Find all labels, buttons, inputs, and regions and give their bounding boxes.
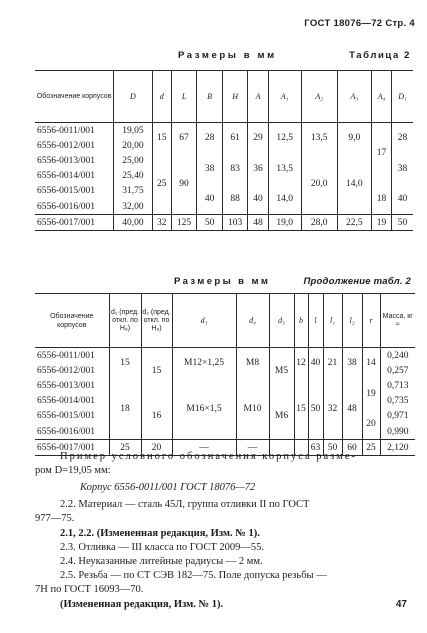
cell-D: 40,00 (114, 215, 152, 231)
table2-caption-right: Продолжение табл. 2 (303, 276, 411, 287)
col-A3: A₃ (337, 71, 371, 123)
table-row (35, 153, 413, 168)
table-row (35, 123, 413, 139)
col-A1: A₁ (268, 71, 301, 123)
cell-d: 32 (152, 215, 171, 231)
cell-d1: 18 (109, 378, 141, 439)
cell-A1: 13,5 (268, 153, 301, 183)
cell-r: 25 (362, 440, 380, 456)
col-A2: A₂ (301, 71, 337, 123)
cell-A2: 20,0 (301, 153, 337, 214)
paragraph-2-5-line-1: 2.5. Резьба — по СТ СЭВ 182—75. Поле допуска резьбы — (60, 570, 327, 581)
col-B: B (197, 71, 223, 123)
cell-d2: 16 (141, 394, 172, 440)
cell-A4: 19 (371, 215, 391, 231)
cell-D: 32,00 (114, 199, 152, 215)
cell-d4: M10 (236, 378, 269, 439)
col-d4: d₄ (236, 294, 269, 348)
paragraph-2-5-line-2: 7H по ГОСТ 16093—70. (35, 584, 144, 595)
cell-l1: 50 (323, 440, 342, 456)
col-A: A (248, 71, 268, 123)
example-line-1: Пример условного обозначения корпуса разме- (60, 451, 357, 462)
table-row (35, 378, 415, 393)
dimensions-table (35, 70, 413, 231)
cell-B: 38 (197, 153, 223, 183)
document-header: ГОСТ 18076—72 Стр. 4 (304, 18, 415, 29)
cell-B: 50 (197, 215, 223, 231)
cell-l2: 60 (342, 440, 362, 456)
amendment-note-1: 2.1, 2.2. (Измененная редакция, Изм. № 1). (60, 528, 260, 539)
table1-caption-right: Таблица 2 (349, 50, 411, 61)
cell-L: 67 (171, 123, 197, 154)
cell-D: 31,75 (114, 184, 152, 199)
paragraph-2-3: 2.3. Отливка — III класса по ГОСТ 2009—55. (60, 542, 264, 553)
cell-D1: 38 (397, 163, 408, 174)
col-r: r (362, 294, 380, 348)
table1-caption-left: Размеры в мм (178, 50, 277, 61)
cell-A4: 17 (371, 123, 391, 184)
cell-r: 14 (362, 348, 380, 379)
cell-l: 40 (308, 348, 323, 379)
col-d1: d₁ (пред. откл. по H₈) (109, 294, 141, 348)
cell-A1: 12,5 (268, 123, 301, 154)
col-D1: D₁ (398, 92, 407, 101)
cell-d4: M8 (236, 348, 269, 379)
col-D: D (114, 71, 152, 123)
cell-A1: 14,0 (268, 184, 301, 215)
table-row (35, 348, 415, 364)
cell-l: 50 (308, 378, 323, 439)
cell-mass: 0,240 (387, 350, 409, 361)
table-row (35, 215, 413, 231)
cell-D1: 40 (397, 193, 408, 204)
col-H: H (222, 71, 248, 123)
row-code: 6556-0014/001 (35, 394, 109, 409)
dimensions-table-continued (35, 293, 415, 456)
cell-A2: 28,0 (301, 215, 337, 231)
col-designation: Обозначение корпусов (35, 294, 109, 348)
col-d3: d₃ (172, 294, 236, 348)
cell-l2: 48 (342, 378, 362, 439)
cell-mass: 0,990 (387, 426, 409, 437)
cell-mass: 2,120 (387, 442, 409, 453)
cell-B: 28 (197, 123, 223, 154)
row-code: 6556-0013/001 (35, 378, 109, 393)
col-b: b (294, 294, 308, 348)
cell-r: 20 (362, 409, 380, 440)
col-L: L (171, 71, 197, 123)
cell-d3: M12×1,25 (172, 348, 236, 379)
cell-L: 125 (171, 215, 197, 231)
cell-mass: 0,713 (387, 380, 409, 391)
cell-D1: 50 (397, 217, 408, 228)
col-d2: d₂ (пред. откл. по H₈) (141, 294, 172, 348)
row-code: 6556-0014/001 (35, 169, 114, 184)
row-code: 6556-0011/001 (35, 348, 109, 364)
col-l1: l₁ (323, 294, 342, 348)
row-code: 6556-0017/001 (35, 215, 114, 231)
cell-d5: M5 (269, 348, 294, 394)
cell-H: 88 (222, 184, 248, 215)
cell-D: 25,00 (114, 153, 152, 168)
col-l: l (308, 294, 323, 348)
row-code: 6556-0015/001 (35, 184, 114, 199)
cell-A: 36 (248, 153, 268, 183)
cell-d2: 15 (141, 348, 172, 394)
cell-mass: 0,257 (387, 365, 409, 376)
cell-D: 19,05 (114, 123, 152, 139)
row-code: 6556-0012/001 (35, 138, 114, 153)
cell-A: 40 (248, 184, 268, 215)
cell-A1: 19,0 (268, 215, 301, 231)
row-code: 6556-0013/001 (35, 153, 114, 168)
cell-A: 29 (248, 123, 268, 154)
row-code: 6556-0016/001 (35, 199, 114, 215)
cell-A3: 14,0 (337, 153, 371, 214)
col-A4: A₄ (371, 71, 391, 123)
cell-mass: 0,971 (387, 411, 409, 422)
amendment-note-2: (Измененная редакция, Изм. № 1). (60, 599, 224, 610)
col-mass: Масса, кг ≈ (382, 312, 413, 328)
cell-H: 61 (222, 123, 248, 154)
cell-B: 40 (197, 184, 223, 215)
cell-A3: 9,0 (337, 123, 371, 154)
cell-d: 15 (152, 123, 171, 154)
example-designation: Корпус 6556-0011/001 ГОСТ 18076—72 (80, 482, 256, 493)
cell-H: 83 (222, 153, 248, 183)
cell-H: 103 (222, 215, 248, 231)
paragraph-2-2-line-1: 2.2. Материал — сталь 45Л, группа отливки II по ГОСТ (60, 499, 310, 510)
row-code: 6556-0016/001 (35, 424, 109, 440)
row-code: 6556-0012/001 (35, 363, 109, 378)
cell-mass: 0,735 (387, 396, 409, 407)
cell-d5: M6 (269, 394, 294, 440)
cell-A: 48 (248, 215, 268, 231)
example-line-2: ром D=19,05 мм: (35, 465, 111, 476)
cell-A2: 13,5 (301, 123, 337, 154)
row-code: 6556-0015/001 (35, 409, 109, 424)
cell-d3: M16×1,5 (172, 378, 236, 439)
cell-l1: 21 (323, 348, 342, 379)
cell-L: 90 (171, 153, 197, 214)
row-code: 6556-0017/001 (35, 440, 109, 456)
page-number: 47 (395, 599, 407, 610)
cell-b: 15 (294, 378, 308, 439)
paragraph-2-4: 2.4. Неуказанные литейные радиусы — 2 мм. (60, 556, 263, 567)
cell-d1: 25 (109, 440, 141, 456)
cell-d4: — (236, 440, 269, 456)
cell-D: 20,00 (114, 138, 152, 153)
cell-l: 63 (308, 440, 323, 456)
cell-D1: 28 (397, 133, 408, 144)
cell-d: 25 (152, 153, 171, 214)
cell-r: 19 (362, 378, 380, 408)
cell-l2: 38 (342, 348, 362, 379)
cell-d2: 20 (141, 440, 172, 456)
cell-A3: 22,5 (337, 215, 371, 231)
cell-d3: — (172, 440, 236, 456)
cell-d1: 15 (109, 348, 141, 379)
col-l2: l₂ (342, 294, 362, 348)
cell-l1: 32 (323, 378, 342, 439)
cell-b: 12 (294, 348, 308, 379)
col-designation: Обозначение корпусов (35, 71, 114, 123)
table2-caption-left: Размеры в мм (174, 276, 271, 287)
col-d: d (152, 71, 171, 123)
col-d5: d₅ (269, 294, 294, 348)
row-code: 6556-0011/001 (35, 123, 114, 139)
cell-D: 25,40 (114, 169, 152, 184)
cell-A4: 18 (371, 184, 391, 215)
paragraph-2-2-line-2: 977—75. (35, 513, 75, 524)
